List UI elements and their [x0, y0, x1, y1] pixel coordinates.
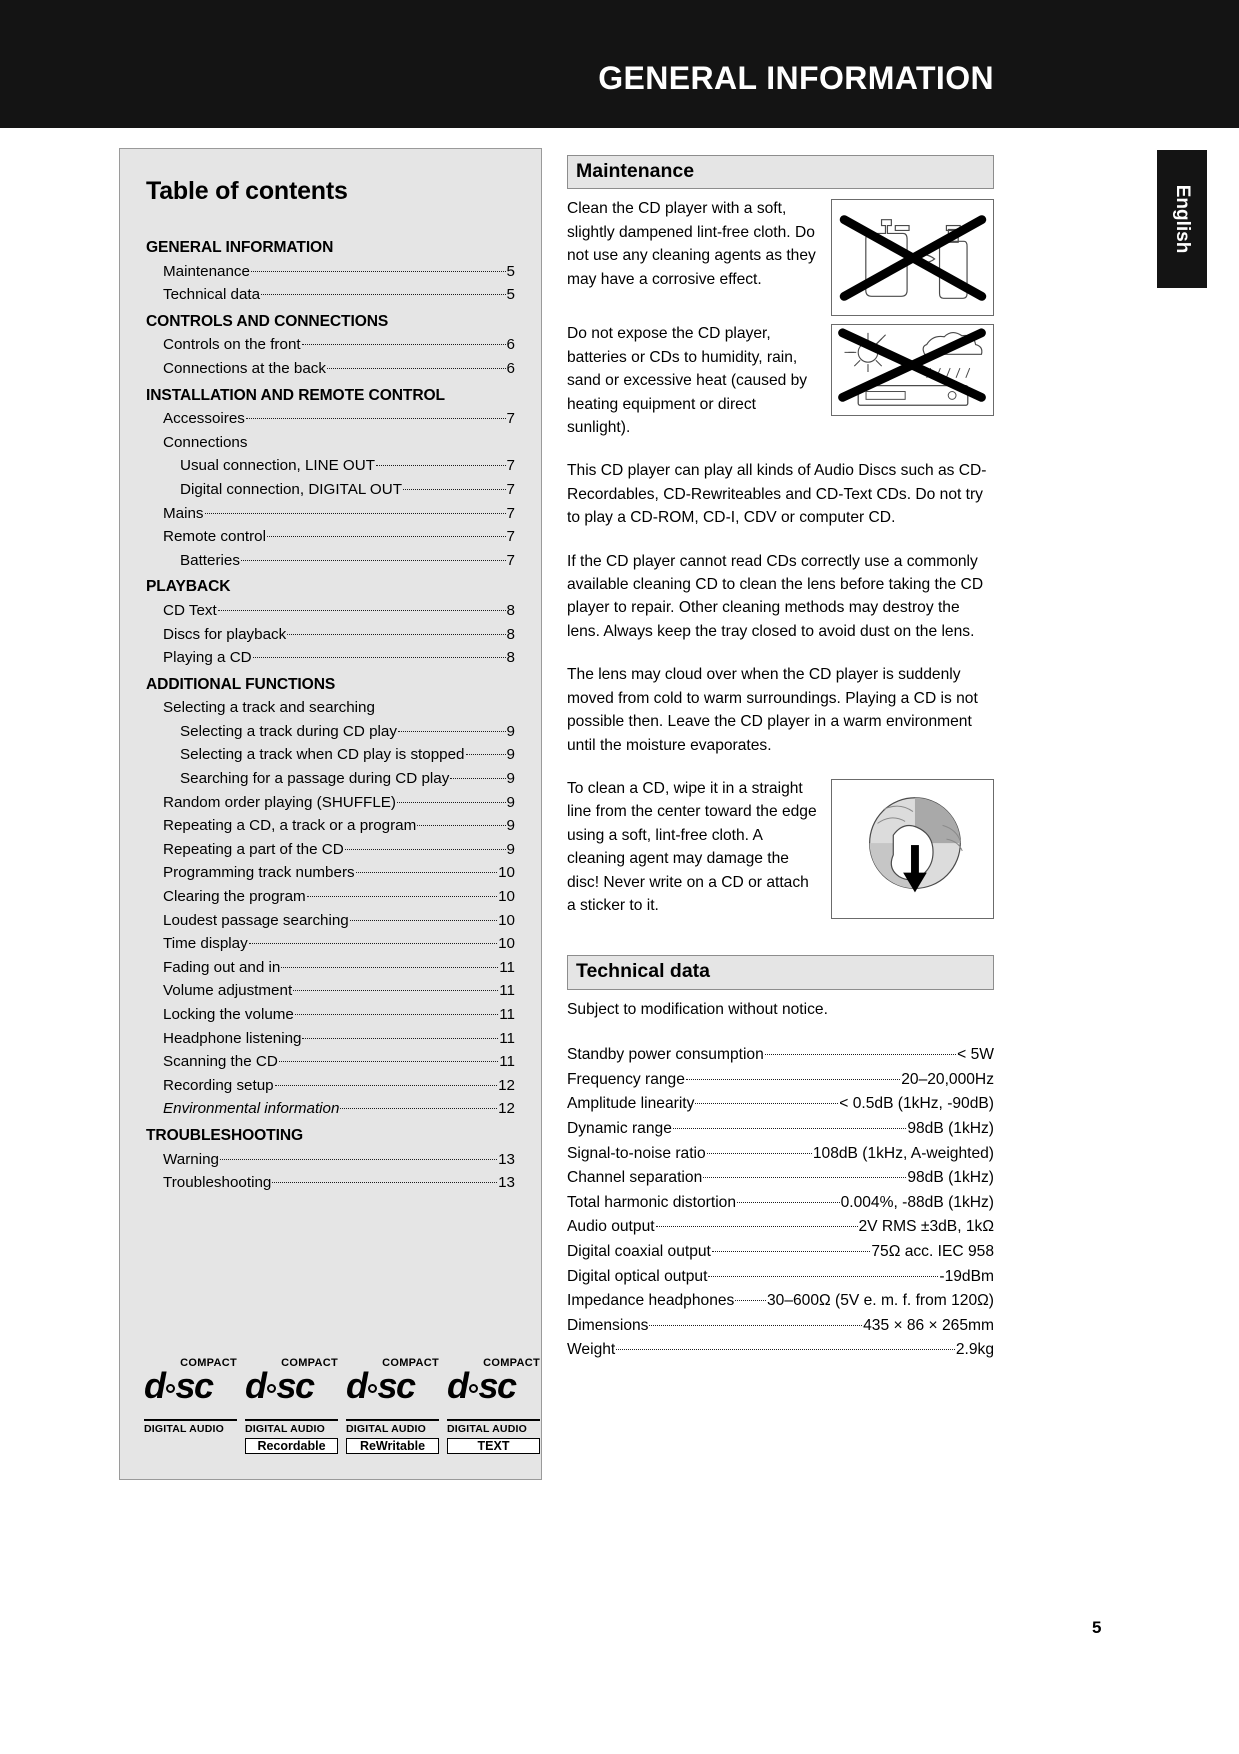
- toc-entry-page: 13: [498, 1174, 515, 1192]
- toc-entry[interactable]: [146, 956, 515, 980]
- toc-leader-dots: [220, 1159, 497, 1160]
- spec-label: Digital coaxial output: [567, 1242, 711, 1260]
- cd-logo-compact-text: COMPACT: [180, 1357, 237, 1369]
- spec-label: Audio output: [567, 1218, 655, 1236]
- maintenance-paragraph-5: The lens may cloud over when the CD player is suddenly moved from cold to warm surroundings. Playing a CD is not possible then. Leave the CD player in a warm environment until the moisture evaporates.: [567, 666, 978, 754]
- toc-entry-label: Repeating a part of the CD: [163, 840, 344, 858]
- toc-entry[interactable]: [146, 283, 515, 307]
- spec-leader-dots: [616, 1349, 955, 1350]
- toc-entry[interactable]: [146, 575, 515, 599]
- toc-entry-label: Usual connection, LINE OUT: [180, 457, 375, 475]
- toc-leader-dots: [218, 610, 506, 611]
- toc-entry-label: Loudest passage searching: [163, 911, 349, 929]
- toc-entry[interactable]: [146, 549, 515, 573]
- page-number: 5: [1092, 1618, 1102, 1637]
- maintenance-block-1: [567, 197, 994, 322]
- spec-value: 2.9kg: [955, 1341, 994, 1359]
- maintenance-paragraph-2: Do not expose the CD player, batteries or CDs to humidity, rain, sand or excessive heat (caused by heating equipment or direct sunlight).: [567, 325, 808, 437]
- technical-data-heading: Technical data: [567, 955, 994, 989]
- toc-entry-page: 7: [506, 504, 515, 522]
- toc-entry[interactable]: [146, 646, 515, 670]
- technical-spec-row: [567, 1215, 994, 1240]
- toc-leader-dots: [253, 657, 506, 658]
- spec-value: < 5W: [957, 1046, 994, 1064]
- toc-entry-label: Warning: [163, 1150, 219, 1168]
- toc-entry-page: 11: [499, 1006, 515, 1023]
- cd-logo-digital-audio-text: DIGITAL AUDIO: [346, 1419, 439, 1435]
- toc-leader-dots: [241, 560, 506, 561]
- spec-label: Signal-to-noise ratio: [567, 1144, 706, 1162]
- toc-entry[interactable]: [146, 1171, 515, 1195]
- technical-spec-row: [567, 1166, 994, 1191]
- toc-entry-label: GENERAL INFORMATION: [146, 239, 334, 256]
- toc-entry-label: TROUBLESHOOTING: [146, 1126, 304, 1144]
- toc-entry-page: 10: [498, 911, 515, 929]
- toc-entry-page: 7: [506, 528, 515, 546]
- toc-leader-dots: [281, 967, 498, 968]
- toc-leader-dots: [417, 825, 505, 826]
- toc-entry[interactable]: [146, 909, 515, 933]
- toc-entry-page: 7: [506, 551, 515, 569]
- toc-entry-page: 13: [498, 1150, 515, 1168]
- disc-hole-icon: [368, 1384, 377, 1393]
- toc-leader-dots: [272, 1182, 497, 1183]
- toc-entry[interactable]: [146, 407, 515, 431]
- toc-entry-label: Connections: [163, 433, 248, 451]
- cd-logo-digital-audio-text: DIGITAL AUDIO: [447, 1419, 540, 1435]
- spec-leader-dots: [707, 1153, 812, 1154]
- cd-logo-digital-audio-text: DIGITAL AUDIO: [144, 1419, 237, 1435]
- toc-entry-page: 6: [506, 359, 515, 377]
- spec-label: Digital optical output: [567, 1267, 708, 1285]
- cd-logo: [447, 1357, 540, 1457]
- spec-value: 30–600Ω (5V e. m. f. from 120Ω): [766, 1292, 994, 1310]
- toc-entry-label: Selecting a track and searching: [163, 699, 375, 717]
- spec-label: Dimensions: [567, 1316, 649, 1334]
- toc-title: Table of contents: [146, 177, 348, 205]
- right-column: [567, 155, 994, 1363]
- toc-entry-page: 11: [499, 982, 515, 1000]
- toc-entry-label: Batteries: [180, 551, 240, 569]
- technical-spec-row: [567, 1092, 994, 1117]
- toc-entry-label: Scanning the CD: [163, 1053, 278, 1071]
- cd-logo-disc-text: d sc: [346, 1365, 415, 1406]
- toc-entry-list: [146, 236, 515, 1195]
- cd-logo: [245, 1357, 338, 1457]
- toc-entry-label: Volume adjustment: [163, 982, 293, 1000]
- page-title: GENERAL INFORMATION: [598, 60, 994, 96]
- toc-entry[interactable]: [146, 236, 515, 260]
- cd-logo-tag: ReWritable: [346, 1438, 439, 1454]
- toc-entry-label: Headphone listening: [163, 1029, 302, 1047]
- toc-entry[interactable]: [146, 599, 515, 623]
- toc-entry-page: 5: [506, 286, 515, 304]
- toc-entry-label: CONTROLS AND CONNECTIONS: [146, 312, 389, 330]
- toc-entry[interactable]: [146, 1050, 515, 1074]
- toc-entry[interactable]: [146, 743, 515, 767]
- toc-leader-dots: [287, 634, 505, 635]
- spec-leader-dots: [673, 1128, 906, 1129]
- toc-entry[interactable]: [146, 454, 515, 478]
- spec-value: 20–20,000Hz: [901, 1070, 994, 1088]
- toc-entry[interactable]: [146, 1097, 515, 1121]
- toc-leader-dots: [398, 731, 506, 732]
- cd-logo-tag: TEXT: [447, 1438, 540, 1454]
- toc-leader-dots: [327, 368, 506, 369]
- maintenance-paragraph-3: This CD player can play all kinds of Audio Discs such as CD-Recordables, CD-Rewriteables and CD-Text CDs. Do not try to play a CD-ROM, CD-I, CDV or computer CD.: [567, 462, 987, 527]
- toc-entry-page: 9: [506, 793, 515, 811]
- maintenance-block-3: [567, 777, 994, 937]
- toc-entry-page: 10: [498, 888, 515, 906]
- cd-logo-compact-text: COMPACT: [281, 1357, 338, 1369]
- spec-leader-dots: [686, 1079, 900, 1080]
- toc-entry-page: 9: [506, 840, 515, 858]
- toc-entry-label: Selecting a track during CD play: [180, 722, 397, 740]
- toc-entry-label: Locking the volume: [163, 1006, 294, 1023]
- cd-logo: [346, 1357, 439, 1457]
- toc-leader-dots: [403, 489, 506, 490]
- toc-entry-page: 8: [506, 649, 515, 667]
- spec-value: 98dB (1kHz): [907, 1169, 994, 1187]
- spec-value: < 0.5dB (1kHz, -90dB): [839, 1095, 994, 1113]
- cd-logo-disc-text: d sc: [144, 1365, 213, 1406]
- toc-leader-dots: [356, 872, 497, 873]
- toc-entry[interactable]: [146, 310, 515, 334]
- toc-entry-page: 10: [498, 864, 515, 882]
- toc-entry-page: 7: [506, 480, 515, 498]
- toc-entry[interactable]: [146, 696, 515, 720]
- toc-leader-dots: [466, 754, 506, 755]
- toc-entry-label: Searching for a passage during CD play: [180, 770, 450, 788]
- disc-hole-icon: [166, 1384, 175, 1393]
- spec-leader-dots: [737, 1202, 840, 1203]
- technical-spec-row: [567, 1191, 994, 1216]
- toc-leader-dots: [307, 896, 497, 897]
- maintenance-paragraph-4: If the CD player cannot read CDs correctly use a commonly available cleaning CD to clean the lens before taking the CD player to repair. Other cleaning methods may destroy the lens. Always keep the tray closed to avoid dust on the lens.: [567, 552, 984, 640]
- spec-leader-dots: [656, 1226, 858, 1227]
- toc-entry-label: Playing a CD: [163, 649, 252, 667]
- toc-entry-label: Fading out and in: [163, 958, 281, 976]
- spec-leader-dots: [765, 1054, 956, 1055]
- spec-label: Frequency range: [567, 1070, 685, 1088]
- toc-leader-dots: [251, 271, 506, 272]
- maintenance-paragraph-1: Clean the CD player with a soft, slightly dampened lint-free cloth. Do not use any cleaning agents as they may have a corrosive effect.: [567, 200, 816, 288]
- technical-spec-row: [567, 1240, 994, 1265]
- toc-entry[interactable]: [146, 623, 515, 647]
- toc-entry[interactable]: [146, 861, 515, 885]
- toc-entry-page: 7: [506, 457, 515, 475]
- toc-leader-dots: [397, 802, 506, 803]
- toc-leader-dots: [295, 1014, 498, 1015]
- toc-entry-page: 6: [506, 336, 515, 354]
- toc-entry-label: Controls on the front: [163, 336, 301, 354]
- toc-leader-dots: [205, 513, 506, 514]
- toc-entry-label: Connections at the back: [163, 359, 326, 377]
- toc-entry[interactable]: [146, 838, 515, 862]
- maintenance-block-2: [567, 322, 994, 777]
- toc-entry-label: Programming track numbers: [163, 864, 355, 882]
- spec-label: Total harmonic distortion: [567, 1193, 737, 1211]
- table-of-contents-panel: [119, 148, 542, 1480]
- toc-leader-dots: [293, 990, 498, 991]
- toc-entry[interactable]: [146, 333, 515, 357]
- technical-spec-row: [567, 1068, 994, 1093]
- toc-entry-label: Time display: [163, 935, 248, 953]
- spec-label: Standby power consumption: [567, 1046, 764, 1064]
- toc-entry-page: 8: [506, 625, 515, 643]
- toc-leader-dots: [302, 1038, 498, 1039]
- cd-cleaning-direction-icon: [831, 779, 994, 919]
- toc-entry-label: Selecting a track when CD play is stopped: [180, 746, 465, 764]
- disc-hole-icon: [267, 1384, 276, 1393]
- toc-entry-label: CD Text: [163, 601, 217, 619]
- technical-spec-row: [567, 1314, 994, 1339]
- technical-data-note: Subject to modification without notice.: [567, 1000, 828, 1018]
- toc-leader-dots: [267, 536, 506, 537]
- toc-entry[interactable]: [146, 357, 515, 381]
- cd-logo-compact-text: COMPACT: [483, 1357, 540, 1369]
- toc-entry-page: 9: [506, 770, 515, 788]
- toc-entry[interactable]: [146, 1003, 515, 1027]
- spec-label: Impedance headphones: [567, 1292, 735, 1310]
- spec-value: -19dBm: [939, 1267, 994, 1285]
- spec-label: Amplitude linearity: [567, 1095, 695, 1113]
- disc-hole-icon: [469, 1384, 478, 1393]
- spec-value: 98dB (1kHz): [907, 1119, 994, 1137]
- cd-format-logo-row: [144, 1357, 540, 1457]
- toc-entry-page: 11: [499, 958, 515, 976]
- technical-spec-row: [567, 1043, 994, 1068]
- spec-label: Weight: [567, 1341, 616, 1359]
- toc-entry-label: Clearing the program: [163, 888, 306, 906]
- toc-entry[interactable]: [146, 767, 515, 791]
- toc-entry-label: Random order playing (SHUFFLE): [163, 793, 396, 811]
- toc-entry-page: 11: [499, 1029, 515, 1047]
- toc-entry-page: 12: [498, 1076, 515, 1094]
- toc-entry-label: Digital connection, DIGITAL OUT: [180, 480, 402, 498]
- toc-entry-page: 5: [506, 262, 515, 280]
- toc-entry-page: 11: [499, 1053, 515, 1071]
- toc-entry-label: Repeating a CD, a track or a program: [163, 817, 417, 835]
- cd-logo-disc-text: d sc: [245, 1365, 314, 1406]
- cd-logo-tag: [144, 1438, 237, 1457]
- spec-value: 2V RMS ±3dB, 1kΩ: [858, 1218, 994, 1236]
- toc-entry-label: Troubleshooting: [163, 1174, 272, 1192]
- toc-leader-dots: [275, 1085, 497, 1086]
- toc-entry[interactable]: [146, 814, 515, 838]
- toc-leader-dots: [246, 418, 506, 419]
- spec-value: 108dB (1kHz, A-weighted): [812, 1144, 994, 1162]
- toc-entry-label: Maintenance: [163, 262, 250, 280]
- spec-leader-dots: [649, 1325, 862, 1326]
- toc-entry-page: 9: [506, 722, 515, 740]
- toc-leader-dots: [450, 778, 505, 779]
- spec-leader-dots: [703, 1177, 906, 1178]
- toc-leader-dots: [279, 1061, 498, 1062]
- cd-logo: [144, 1357, 237, 1457]
- technical-spec-list: [567, 1043, 994, 1363]
- toc-entry-page: 9: [506, 746, 515, 764]
- toc-leader-dots: [340, 1108, 497, 1109]
- toc-entry-page: 7: [506, 410, 515, 428]
- no-cleaning-agents-icon: [831, 199, 994, 316]
- language-tab-label: English: [1172, 184, 1193, 254]
- toc-entry-label: Recording setup: [163, 1076, 274, 1094]
- cd-logo-digital-audio-text: DIGITAL AUDIO: [245, 1419, 338, 1435]
- toc-leader-dots: [345, 849, 506, 850]
- toc-entry[interactable]: [146, 791, 515, 815]
- language-tab-english[interactable]: [1157, 150, 1207, 288]
- toc-entry[interactable]: [146, 431, 515, 455]
- toc-entry[interactable]: [146, 525, 515, 549]
- toc-entry[interactable]: [146, 885, 515, 909]
- toc-entry[interactable]: [146, 384, 515, 408]
- toc-entry[interactable]: [146, 478, 515, 502]
- spec-leader-dots: [695, 1103, 838, 1104]
- toc-entry[interactable]: [146, 932, 515, 956]
- toc-entry-page: 10: [498, 935, 515, 953]
- technical-spec-row: [567, 1142, 994, 1167]
- toc-entry-label: PLAYBACK: [146, 578, 231, 596]
- toc-entry-label: Environmental information: [163, 1100, 340, 1118]
- toc-entry-page: 9: [506, 817, 515, 835]
- toc-entry[interactable]: [146, 673, 515, 697]
- technical-spec-row: [567, 1338, 994, 1363]
- toc-entry-label: Mains: [163, 504, 204, 522]
- toc-entry-label: ADDITIONAL FUNCTIONS: [146, 675, 336, 693]
- toc-entry[interactable]: [146, 1124, 515, 1148]
- toc-leader-dots: [249, 943, 497, 944]
- toc-entry[interactable]: [146, 502, 515, 526]
- spec-leader-dots: [712, 1251, 870, 1252]
- technical-spec-row: [567, 1117, 994, 1142]
- toc-entry-label: Discs for playback: [163, 625, 287, 643]
- toc-entry-label: INSTALLATION AND REMOTE CONTROL: [146, 386, 445, 404]
- spec-label: Dynamic range: [567, 1119, 672, 1137]
- toc-leader-dots: [350, 920, 497, 921]
- toc-leader-dots: [302, 344, 506, 345]
- no-humidity-heat-icon: [831, 324, 994, 416]
- spec-value: 75Ω acc. IEC 958: [871, 1242, 994, 1260]
- toc-entry-label: Technical data: [163, 286, 261, 304]
- maintenance-paragraph-6: To clean a CD, wipe it in a straight line from the center toward the edge using a soft, lint-free cloth. A cleaning agent may damage the disc! Never write on a CD or attach a sticker to it.: [567, 779, 817, 914]
- cd-logo-compact-text: COMPACT: [382, 1357, 439, 1369]
- toc-entry-page: 12: [498, 1100, 515, 1118]
- page-header-bar: [0, 0, 1239, 128]
- spec-value: 0.004%, -88dB (1kHz): [840, 1193, 994, 1211]
- toc-entry[interactable]: [146, 720, 515, 744]
- toc-entry-label: Accessoires: [163, 410, 245, 428]
- toc-entry[interactable]: [146, 979, 515, 1003]
- spec-leader-dots: [708, 1276, 938, 1277]
- spec-label: Channel separation: [567, 1169, 703, 1187]
- toc-entry[interactable]: [146, 260, 515, 284]
- technical-spec-row: [567, 1265, 994, 1290]
- technical-spec-row: [567, 1289, 994, 1314]
- spec-leader-dots: [735, 1300, 766, 1301]
- spec-value: 435 × 86 × 265mm: [863, 1316, 994, 1334]
- toc-entry-label: Remote control: [163, 528, 266, 546]
- toc-entry-page: 8: [506, 601, 515, 619]
- maintenance-heading: Maintenance: [567, 155, 994, 189]
- toc-entry[interactable]: [146, 1148, 515, 1172]
- cd-logo-tag: Recordable: [245, 1438, 338, 1454]
- toc-leader-dots: [376, 465, 506, 466]
- toc-entry[interactable]: [146, 1027, 515, 1051]
- toc-leader-dots: [261, 294, 505, 295]
- cd-logo-disc-text: d sc: [447, 1365, 516, 1406]
- toc-entry[interactable]: [146, 1074, 515, 1098]
